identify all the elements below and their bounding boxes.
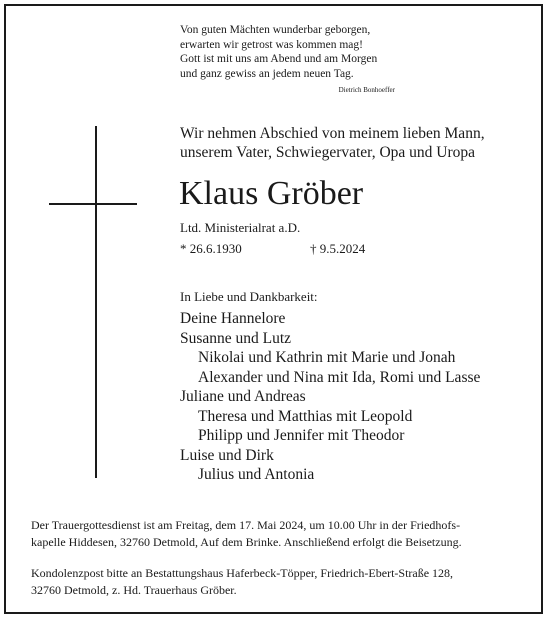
poem-author: Dietrich Bonhoeffer [338,86,395,95]
farewell-intro [180,124,485,162]
family-member: Luise und Dirk [180,446,274,464]
service-line: kapelle Hiddesen, 32760 Detmold, Auf dem Brinke. Anschließend erfolgt die Beisetzung. [31,534,462,549]
poem [180,23,395,95]
deceased-title: Ltd. Ministerialrat a.D. [180,220,301,235]
birth-date: * 26.6.1930 [180,241,242,256]
death-date: † 9.5.2024 [310,241,366,256]
condolence-line: Kondolenzpost bitte an Bestattungshaus Haferbeck-Töpper, Friedrich-Ebert-Straße 128, [31,566,454,580]
family-member: Juliane und Andreas [180,388,306,405]
intro-line: Wir nehmen Abschied von meinem lieben Mann, [180,125,485,142]
thanks-line: In Liebe und Dankbarkeit: [180,289,318,304]
family-list [180,309,480,485]
poem-line: erwarten wir getrost was kommen mag! [180,38,363,51]
service-line: Der Trauergottesdienst ist am Freitag, dem 17. Mai 2024, um 10.00 Uhr in der Friedhofs- [31,518,461,532]
family-member: Philipp und Jennifer mit Theodor [198,427,405,444]
family-member: Deine Hannelore [180,310,286,327]
cross-icon-horizontal [49,203,137,205]
intro-line: unserem Vater, Schwiegervater, Opa und Uropa [180,144,476,161]
poem-line: Von guten Mächten wunderbar geborgen, [180,24,371,36]
family-member: Julius und Antonia [198,466,315,483]
family-member: Theresa und Matthias mit Leopold [198,407,413,425]
condolence-info [31,565,526,598]
cross-icon-vertical [95,126,97,478]
condolence-line: 32760 Detmold, z. Hd. Trauerhaus Gröber. [31,582,237,597]
family-member: Nikolai und Kathrin mit Marie und Jonah [198,349,456,366]
family-member: Alexander und Nina mit Ida, Romi und Lasse [198,368,481,386]
poem-line: Gott ist mit uns am Abend und am Morgen [180,53,378,66]
service-info [31,517,526,550]
deceased-name: Klaus Gröber [179,175,364,212]
family-member: Susanne und Lutz [180,329,292,347]
poem-line: und ganz gewiss an jedem neuen Tag. [180,67,354,80]
